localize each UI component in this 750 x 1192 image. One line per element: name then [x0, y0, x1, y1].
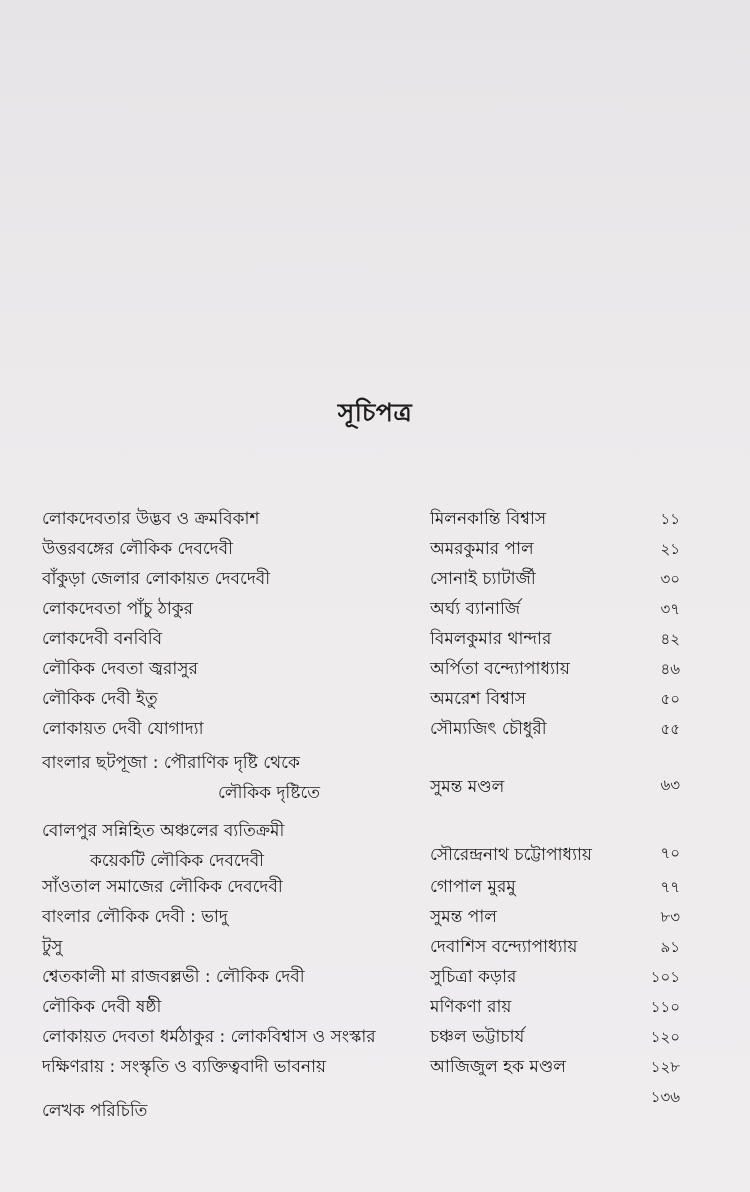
chapter-title: লেখক পরিচিতি [42, 1101, 148, 1121]
chapter-title: সাঁওতাল সমাজের লৌকিক দেবদেবী [42, 877, 283, 897]
chapter-author: সৌম্যজিৎ চৌধুরী [430, 719, 547, 739]
page-number: ৩০ [660, 570, 680, 588]
toc-entry [0, 628, 750, 658]
page-number: ১১০ [650, 998, 680, 1016]
chapter-author: সুমন্ত পাল [430, 907, 497, 927]
toc-entry [0, 906, 750, 936]
page-number: ৫০ [660, 690, 680, 708]
toc-heading: সূচিপত্র [337, 398, 413, 427]
toc-entry [0, 820, 750, 880]
page-number: ৮৩ [660, 908, 680, 926]
chapter-author: মিলনকান্তি বিশ্বাস [430, 509, 547, 529]
chapter-author: দেবাশিস বন্দ্যোপাধ্যায় [430, 937, 578, 957]
chapter-title: বাঁকুড়া জেলার লোকায়ত দেবদেবী [42, 569, 271, 589]
chapter-title: শ্বেতকালী মা রাজবল্লভী : লৌকিক দেবী [42, 967, 305, 987]
page-number: ১২৮ [650, 1058, 680, 1076]
page-number: ১২০ [650, 1028, 680, 1046]
chapter-title-continued: লৌকিক দৃষ্টিতে [218, 783, 321, 803]
chapter-title: দক্ষিণরায় : সংস্কৃতি ও ব্যক্তিত্ববাদী ভাবনায় [42, 1057, 327, 1077]
page-number: ৫৫ [660, 720, 680, 738]
chapter-author: অমরেশ বিশ্বাস [430, 689, 526, 709]
chapter-title: উত্তরবঙ্গের লৌকিক দেবদেবী [42, 539, 233, 559]
toc-entry [0, 876, 750, 906]
toc-entry [0, 598, 750, 628]
toc-entry [0, 936, 750, 966]
toc-entry [0, 996, 750, 1026]
page-number: ৭০ [660, 844, 680, 862]
toc-entry [0, 752, 750, 812]
toc-entry [0, 568, 750, 598]
chapter-title: লোকদেবী বনবিবি [42, 629, 163, 649]
chapter-author: অর্ঘ্য ব্যানার্জি [430, 599, 521, 619]
chapter-author: অর্পিতা বন্দ্যোপাধ্যায় [430, 659, 570, 679]
chapter-author: সুমন্ত মণ্ডল [430, 777, 505, 797]
chapter-title: লোকদেবতা পাঁচু ঠাকুর [42, 599, 194, 619]
toc-entry [0, 538, 750, 568]
chapter-author: অমরকুমার পাল [430, 539, 534, 559]
page-number: ৭৭ [660, 878, 680, 896]
chapter-title: লৌকিক দেবী ষষ্ঠী [42, 997, 162, 1017]
chapter-author: বিমলকুমার থান্দার [430, 629, 552, 649]
chapter-author: গোপাল মুরমু [430, 877, 516, 897]
chapter-author: সুচিত্রা কড়ার [430, 967, 517, 987]
page-number: ৬৩ [660, 776, 680, 794]
page-number: ৯১ [660, 938, 680, 956]
toc-entry [0, 688, 750, 718]
page-number: ১৩৬ [650, 1088, 680, 1106]
chapter-title-continued: কয়েকটি লৌকিক দেবদেবী [90, 851, 265, 871]
toc-entry [0, 1056, 750, 1086]
chapter-title: লৌকিক দেবী ইতু [42, 689, 158, 709]
chapter-title: লৌকিক দেবতা জ্বরাসুর [42, 659, 198, 679]
chapter-author: সৌরেন্দ্রনাথ চট্টোপাধ্যায় [430, 845, 592, 865]
chapter-title: বাংলার ছটপূজা : পৌরাণিক দৃষ্টি থেকে [42, 753, 300, 773]
toc-entry [0, 1086, 750, 1126]
chapter-author: আজিজুল হক মণ্ডল [430, 1057, 566, 1077]
chapter-author: মণিকণা রায় [430, 997, 512, 1017]
page-number: ১১ [660, 510, 680, 528]
page-number: ৪২ [660, 630, 680, 648]
page-number: ১০১ [650, 968, 680, 986]
chapter-title: লোকদেবতার উদ্ভব ও ক্রমবিকাশ [42, 509, 260, 529]
toc-entry [0, 508, 750, 538]
chapter-title: টুসু [42, 937, 63, 957]
chapter-author: সোনাই চ্যাটার্জী [430, 569, 536, 589]
chapter-title: লোকায়ত দেবতা ধর্মঠাকুর : লোকবিশ্বাস ও সংস্কার [42, 1027, 376, 1047]
toc-entry [0, 718, 750, 748]
page-number: ৪৬ [660, 660, 680, 678]
toc-entry [0, 1026, 750, 1056]
chapter-author: চঞ্চল ভট্টাচার্য [430, 1027, 525, 1047]
toc-entry [0, 658, 750, 688]
chapter-title: বাংলার লৌকিক দেবী : ভাদু [42, 907, 228, 927]
toc-entry [0, 966, 750, 996]
chapter-title: বোলপুর সন্নিহিত অঞ্চলের ব্যতিক্রমী [42, 821, 285, 841]
chapter-title: লোকায়ত দেবী যোগাদ্যা [42, 719, 204, 739]
page-number: ২১ [660, 540, 680, 558]
page-number: ৩৭ [660, 600, 680, 618]
